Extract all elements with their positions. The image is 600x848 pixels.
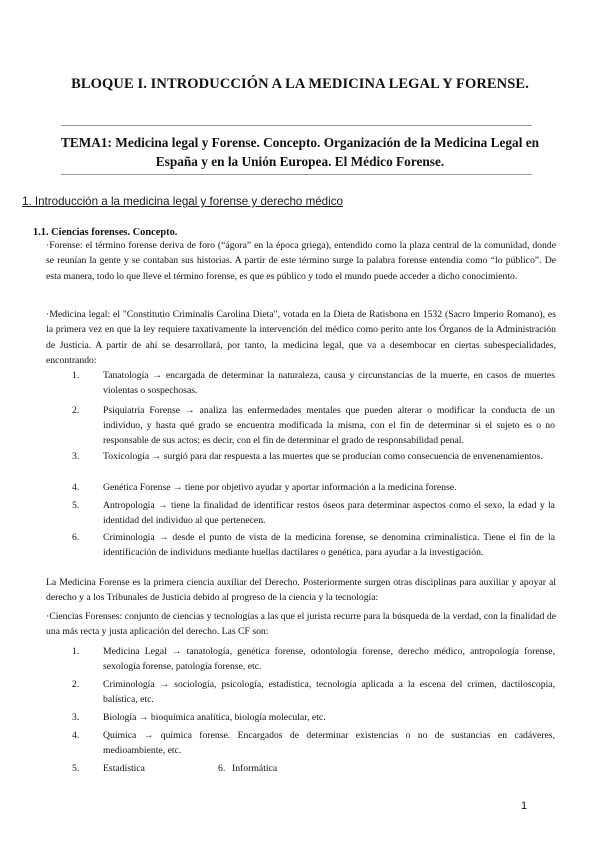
list-item-text: Psiquiatría Forense → analiza las enfermedades mentales que pueden alterar o modificar la conducta de un individuo, y hasta qué grado se encuentra modificada la misma, con el fin de determinar si el sujeto es o no responsable de sus actos; es decir, con el fin de determinar el grado de responsabilidad penal.: [103, 405, 555, 447]
list-item-text: Toxicología → surgió para dar respuesta a las muertes que se producían como consecuencia de envenenamientos.: [103, 451, 543, 462]
topic-heading: TEMA1: Medicina legal y Forense. Concepto. Organización de la Medicina Legal en España y en la Unión Europea. El Médico Forense.: [60, 135, 540, 169]
list-item-text: Biología → bioquímica analítica, biología molecular, etc.: [103, 712, 326, 723]
paragraph-forense: ·Forense: el término forense deriva de foro (“ágora” en la época griega), entendido como la plaza central de la comunidad, donde se reunían la gente y se contaban sus historias. A partir de este término surge la palabra forense entendía como “lo público”. De esta manera, todo lo que lleve el término forense, es que es público y todo el mundo puede acceder a dicho conocimiento.: [46, 240, 556, 282]
list-item-text: Informática: [232, 763, 278, 774]
list-item-number: 6.: [218, 763, 226, 774]
list-item-number: 5.: [72, 500, 80, 511]
paragraph-ciencias-forenses: ·Ciencias Forenses: conjunto de ciencias y tecnologías a las que el jurista recurre para la búsqueda de la verdad, con la finalidad de una más recta y justa aplicación del derecho. Las CF son:: [46, 611, 556, 638]
list-item-number: 3.: [72, 712, 80, 723]
paragraph-ciencia-auxiliar: La Medicina Forense es la primera ciencia auxiliar del Derecho. Posteriormente surgen otras disciplinas para auxiliar y apoyar al derecho y a los Tribunales de Justicia debido al progreso de la ciencia y la tecnología:: [46, 577, 556, 604]
list-item-number: 6.: [72, 532, 80, 543]
section-heading: 1. Introducción a la medicina legal y forense y derecho médico: [22, 195, 343, 208]
list-item-number: 2.: [72, 405, 80, 416]
page-number: 1: [521, 800, 528, 812]
list-item-text: Estadística: [103, 763, 145, 774]
list-item-number: 5.: [72, 763, 80, 774]
list-item-text: Genética Forense → tiene por objetivo ayudar y aportar información a la medicina forense.: [103, 482, 457, 493]
list-item-text: Medicina Legal → tanatología, genética forense, odontología forense, derecho médico, antropología forense, sexología forense, patología forense, etc.: [103, 646, 555, 673]
list-item-text: Criminología → desde el punto de vista de la medicina forense, se denomina criminalística. Tiene el fin de la identificación de individuos mediante huellas dactilares o genética, para ayudar a la investigación.: [103, 532, 555, 559]
bottom-divider: [61, 174, 532, 175]
paragraph-medicina-legal: ·Medicina legal: el "Constitutio Criminalis Carolina Dieta", votada en la Dieta de Ratisbona en 1532 (Sacro Imperio Romano), es la primera vez en que la ley requiere taxativamente la intervención del médico como perito ante los Órganos de la Administración de Justicia. A partir de ahí se desarrollará, por tanto, la medicina legal, que va a desembocar en ciertas subespecialidades, encontrando:: [46, 309, 556, 367]
list-item-text: Antropología → tiene la finalidad de identificar restos óseos para determinar aspectos como el sexo, la edad y la identidad del individuo al que pertenecen.: [103, 500, 555, 527]
list-item-text: Tanatología → encargada de determinar la naturaleza, causa y circunstancias de la muerte, en casos de muertes violentas o sospechosas.: [103, 370, 555, 397]
document-title: BLOQUE I. INTRODUCCIÓN A LA MEDICINA LEGAL Y FORENSE.: [71, 76, 529, 92]
top-divider: [61, 125, 532, 126]
list-item-number: 1.: [72, 646, 80, 657]
subsection-heading: 1.1. Ciencias forenses. Concepto.: [33, 227, 178, 238]
list-item-number: 4.: [72, 482, 80, 493]
list-item-text: Química → química forense. Encargados de determinar existencias o no de sustancias en cadáveres, medioambiente, etc.: [103, 730, 555, 757]
list-item-text: Criminología → sociología, psicología, estadística, tecnología aplicada a la escena del crimen, dactiloscopia, balística, etc.: [103, 679, 555, 706]
list-item-number: 4.: [72, 730, 80, 741]
list-item-number: 2.: [72, 679, 80, 690]
list-item-number: 3.: [72, 451, 80, 462]
list-item-number: 1.: [72, 370, 80, 381]
